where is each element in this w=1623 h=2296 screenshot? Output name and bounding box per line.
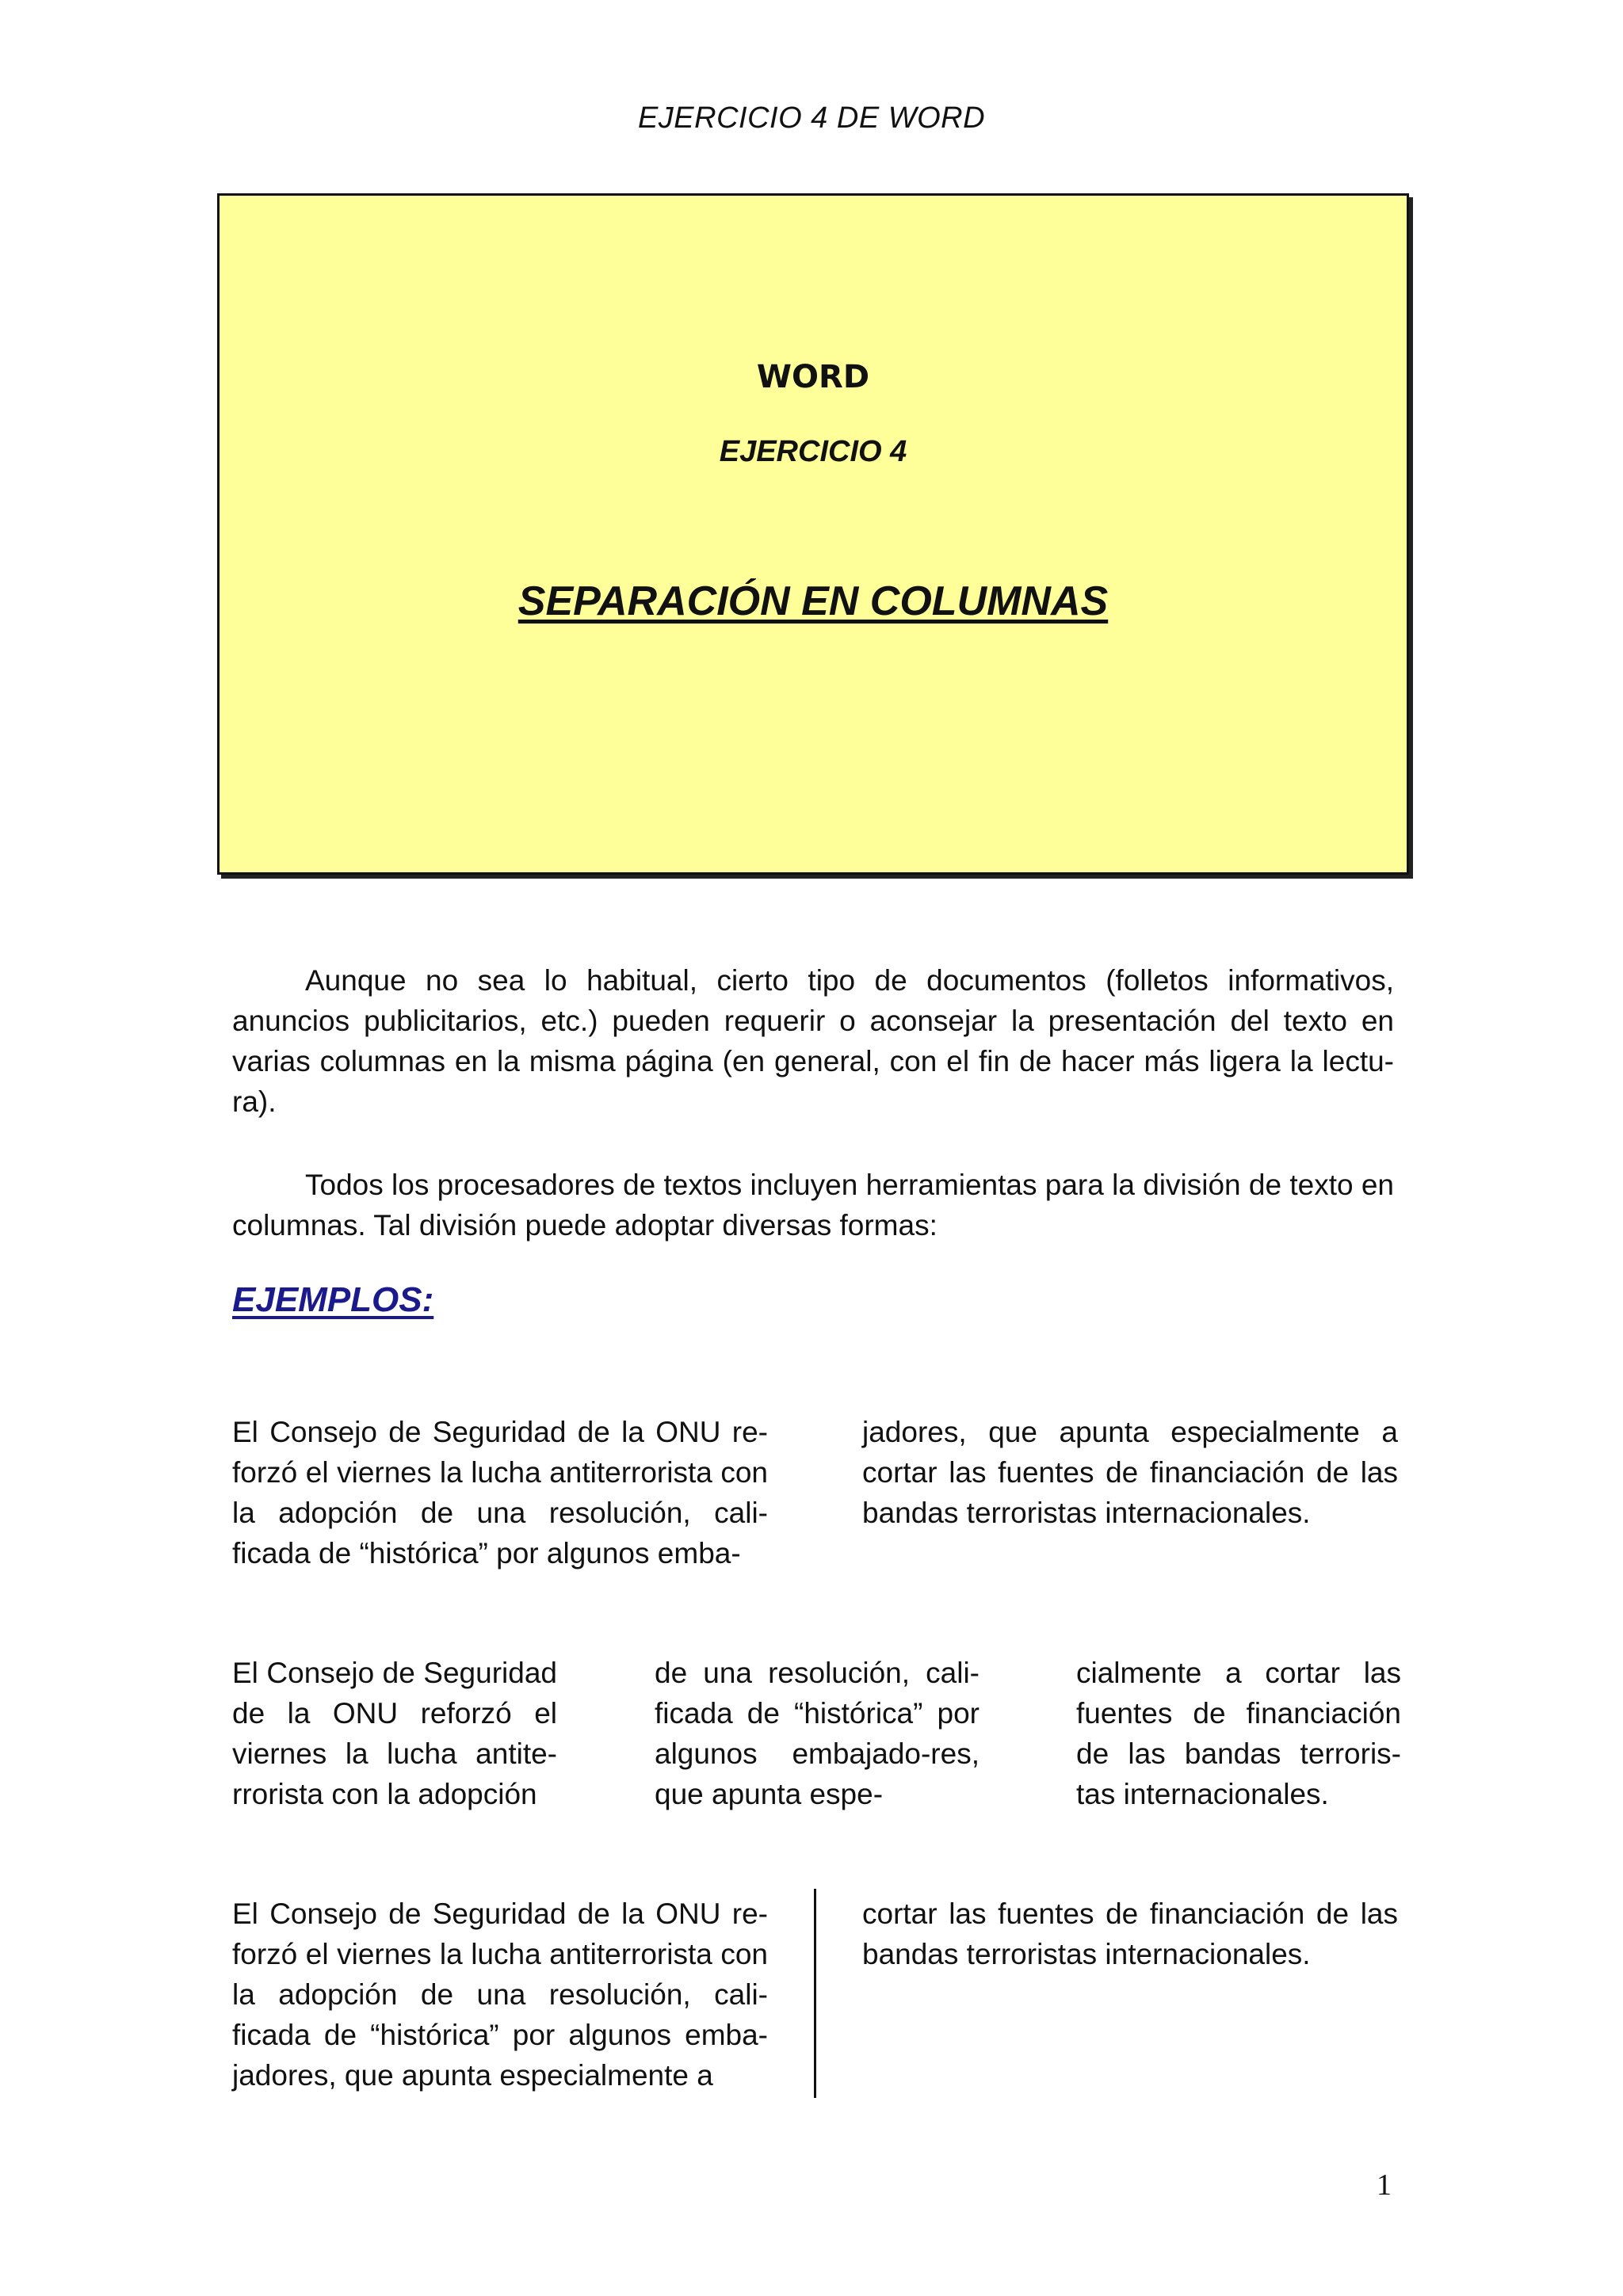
box-title: SEPARACIÓN EN COLUMNAS bbox=[517, 578, 1109, 624]
example1-column-1: El Consejo de Seguridad de la ONU re-forzó el viernes la lucha antiterrorista con la adopción de una resolución, cali-ficada de “histórica” por algunos emba- bbox=[232, 1416, 768, 1569]
example2-column-2: de una resolución, cali-ficada de “histórica” por algunos embajado-res, que apunta espe- bbox=[655, 1657, 980, 1810]
ejemplos-heading: EJEMPLOS: bbox=[232, 1280, 434, 1319]
example3-column-2: cortar las fuentes de financiación de las bandas terroristas internacionales. bbox=[862, 1897, 1398, 1970]
example2-column-3: cialmente a cortar las fuentes de financiación de las bandas terroris-tas internacionales. bbox=[1076, 1657, 1401, 1810]
intro-paragraph-1: Aunque no sea lo habitual, cierto tipo de documentos (folletos informativos, anuncios publicitarios, etc.) pueden requerir o aconsejar la presentación del texto en varias columnas en la misma página (en general, con el fin de hacer más ligera la lectu-ra). bbox=[232, 964, 1394, 1118]
page-number: 1 bbox=[1377, 2168, 1392, 2202]
column-separator-line bbox=[814, 1889, 816, 2098]
box-app-label: WORD bbox=[756, 359, 870, 395]
page-header: EJERCICIO 4 DE WORD bbox=[637, 101, 986, 135]
intro-paragraph-2: Todos los procesadores de textos incluyen herramientas para la división de texto en columnas. Tal división puede adoptar diversas formas: bbox=[232, 1169, 1394, 1241]
title-box bbox=[217, 193, 1409, 875]
example1-column-2: jadores, que apunta especialmente a cortar las fuentes de financiación de las bandas terroristas internacionales. bbox=[862, 1416, 1398, 1529]
example3-column-1: El Consejo de Seguridad de la ONU re-forzó el viernes la lucha antiterrorista con la adopción de una resolución, cali-ficada de “histórica” por algunos emba-jadores, que apunta especialmente a bbox=[232, 1897, 768, 2092]
box-exercise-label: EJERCICIO 4 bbox=[719, 435, 907, 468]
example2-column-1: El Consejo de Seguridad de la ONU reforzó el viernes la lucha antite-rrorista con la adopción bbox=[232, 1657, 557, 1810]
